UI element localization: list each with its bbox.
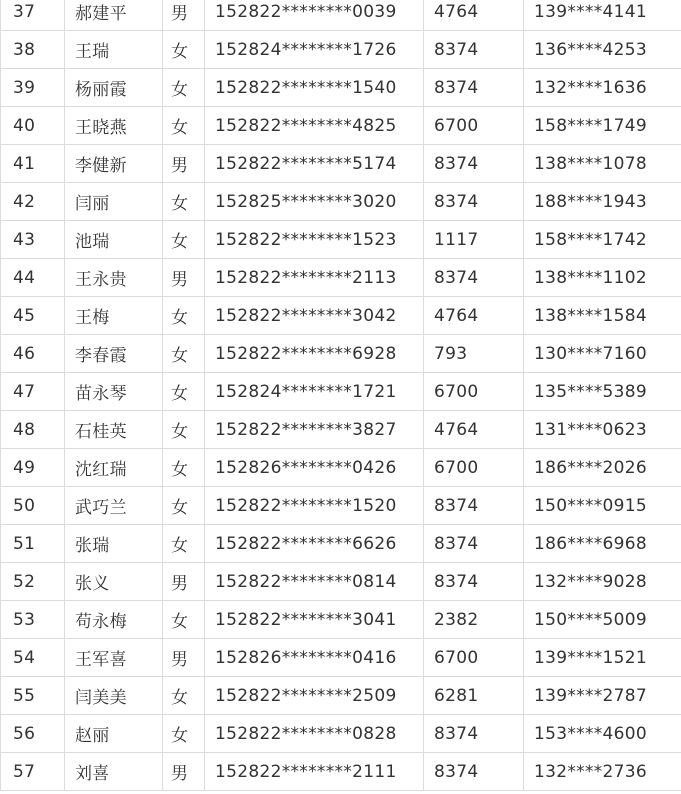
table-row <box>1 411 681 449</box>
row-number-cell: 40 <box>1 107 65 145</box>
amount-cell: 8374 <box>424 563 524 601</box>
id-number-cell: 152822********5174 <box>205 145 424 183</box>
row-number-cell: 56 <box>1 715 65 753</box>
gender-cell: 女 <box>163 69 205 107</box>
amount-cell: 6281 <box>424 677 524 715</box>
table-row <box>1 0 681 31</box>
table-row <box>1 639 681 677</box>
table-row <box>1 259 681 297</box>
gender-cell: 女 <box>163 715 205 753</box>
table-row <box>1 297 681 335</box>
phone-cell: 131****0623 <box>524 411 681 449</box>
row-number-cell: 46 <box>1 335 65 373</box>
table-row <box>1 601 681 639</box>
table-row <box>1 31 681 69</box>
row-number-cell: 42 <box>1 183 65 221</box>
row-number-cell: 52 <box>1 563 65 601</box>
phone-cell: 150****0915 <box>524 487 681 525</box>
table-row <box>1 335 681 373</box>
name-cell: 石桂英 <box>65 411 163 449</box>
name-cell: 李春霞 <box>65 335 163 373</box>
name-cell: 武巧兰 <box>65 487 163 525</box>
id-number-cell: 152826********0426 <box>205 449 424 487</box>
amount-cell: 1117 <box>424 221 524 259</box>
amount-cell: 8374 <box>424 69 524 107</box>
table-row <box>1 753 681 791</box>
table-row <box>1 677 681 715</box>
table-row <box>1 373 681 411</box>
gender-cell: 男 <box>163 259 205 297</box>
amount-cell: 6700 <box>424 107 524 145</box>
amount-cell: 6700 <box>424 449 524 487</box>
table-row <box>1 563 681 601</box>
table-row <box>1 525 681 563</box>
row-number-cell: 45 <box>1 297 65 335</box>
name-cell: 苟永梅 <box>65 601 163 639</box>
phone-cell: 139****2787 <box>524 677 681 715</box>
phone-cell: 153****4600 <box>524 715 681 753</box>
id-number-cell: 152822********2111 <box>205 753 424 791</box>
gender-cell: 女 <box>163 297 205 335</box>
id-number-cell: 152826********0416 <box>205 639 424 677</box>
name-cell: 王梅 <box>65 297 163 335</box>
id-number-cell: 152822********1520 <box>205 487 424 525</box>
id-number-cell: 152822********1540 <box>205 69 424 107</box>
amount-cell: 4764 <box>424 0 524 31</box>
table-row <box>1 183 681 221</box>
name-cell: 赵丽 <box>65 715 163 753</box>
amount-cell: 8374 <box>424 31 524 69</box>
amount-cell: 8374 <box>424 259 524 297</box>
id-number-cell: 152822********0814 <box>205 563 424 601</box>
row-number-cell: 57 <box>1 753 65 791</box>
row-number-cell: 37 <box>1 0 65 31</box>
phone-cell: 139****4141 <box>524 0 681 31</box>
id-number-cell: 152824********1726 <box>205 31 424 69</box>
table-row <box>1 107 681 145</box>
gender-cell: 女 <box>163 449 205 487</box>
table-row <box>1 449 681 487</box>
name-cell: 刘喜 <box>65 753 163 791</box>
row-number-cell: 44 <box>1 259 65 297</box>
amount-cell: 8374 <box>424 487 524 525</box>
id-number-cell: 152822********2113 <box>205 259 424 297</box>
amount-cell: 793 <box>424 335 524 373</box>
name-cell: 苗永琴 <box>65 373 163 411</box>
id-number-cell: 152822********0039 <box>205 0 424 31</box>
name-cell: 王晓燕 <box>65 107 163 145</box>
table-row <box>1 69 681 107</box>
amount-cell: 8374 <box>424 183 524 221</box>
roster-table-body <box>1 0 681 791</box>
name-cell: 池瑞 <box>65 221 163 259</box>
amount-cell: 4764 <box>424 297 524 335</box>
amount-cell: 6700 <box>424 639 524 677</box>
gender-cell: 女 <box>163 31 205 69</box>
name-cell: 李健新 <box>65 145 163 183</box>
name-cell: 王军喜 <box>65 639 163 677</box>
name-cell: 沈红瑞 <box>65 449 163 487</box>
phone-cell: 136****4253 <box>524 31 681 69</box>
gender-cell: 女 <box>163 335 205 373</box>
gender-cell: 男 <box>163 639 205 677</box>
phone-cell: 186****2026 <box>524 449 681 487</box>
phone-cell: 138****1102 <box>524 259 681 297</box>
row-number-cell: 50 <box>1 487 65 525</box>
id-number-cell: 152822********2509 <box>205 677 424 715</box>
name-cell: 王瑞 <box>65 31 163 69</box>
amount-cell: 2382 <box>424 601 524 639</box>
table-row <box>1 715 681 753</box>
name-cell: 杨丽霞 <box>65 69 163 107</box>
name-cell: 张义 <box>65 563 163 601</box>
row-number-cell: 51 <box>1 525 65 563</box>
name-cell: 郝建平 <box>65 0 163 31</box>
gender-cell: 男 <box>163 753 205 791</box>
id-number-cell: 152825********3020 <box>205 183 424 221</box>
row-number-cell: 38 <box>1 31 65 69</box>
amount-cell: 8374 <box>424 715 524 753</box>
id-number-cell: 152822********1523 <box>205 221 424 259</box>
gender-cell: 女 <box>163 221 205 259</box>
gender-cell: 女 <box>163 601 205 639</box>
row-number-cell: 41 <box>1 145 65 183</box>
gender-cell: 女 <box>163 677 205 715</box>
phone-cell: 132****2736 <box>524 753 681 791</box>
gender-cell: 男 <box>163 0 205 31</box>
id-number-cell: 152822********3042 <box>205 297 424 335</box>
row-number-cell: 49 <box>1 449 65 487</box>
table-row <box>1 145 681 183</box>
amount-cell: 4764 <box>424 411 524 449</box>
row-number-cell: 54 <box>1 639 65 677</box>
phone-cell: 138****1078 <box>524 145 681 183</box>
phone-cell: 139****1521 <box>524 639 681 677</box>
id-number-cell: 152822********6928 <box>205 335 424 373</box>
gender-cell: 女 <box>163 525 205 563</box>
amount-cell: 8374 <box>424 145 524 183</box>
id-number-cell: 152822********0828 <box>205 715 424 753</box>
id-number-cell: 152822********4825 <box>205 107 424 145</box>
name-cell: 王永贵 <box>65 259 163 297</box>
phone-cell: 135****5389 <box>524 373 681 411</box>
row-number-cell: 53 <box>1 601 65 639</box>
row-number-cell: 43 <box>1 221 65 259</box>
amount-cell: 8374 <box>424 525 524 563</box>
phone-cell: 150****5009 <box>524 601 681 639</box>
gender-cell: 男 <box>163 145 205 183</box>
gender-cell: 女 <box>163 183 205 221</box>
phone-cell: 138****1584 <box>524 297 681 335</box>
table-row <box>1 487 681 525</box>
row-number-cell: 39 <box>1 69 65 107</box>
name-cell: 闫美美 <box>65 677 163 715</box>
phone-cell: 158****1742 <box>524 221 681 259</box>
row-number-cell: 47 <box>1 373 65 411</box>
gender-cell: 女 <box>163 411 205 449</box>
table-row <box>1 221 681 259</box>
gender-cell: 女 <box>163 487 205 525</box>
row-number-cell: 48 <box>1 411 65 449</box>
id-number-cell: 152822********6626 <box>205 525 424 563</box>
id-number-cell: 152822********3827 <box>205 411 424 449</box>
id-number-cell: 152822********3041 <box>205 601 424 639</box>
phone-cell: 132****9028 <box>524 563 681 601</box>
amount-cell: 6700 <box>424 373 524 411</box>
phone-cell: 130****7160 <box>524 335 681 373</box>
row-number-cell: 55 <box>1 677 65 715</box>
phone-cell: 132****1636 <box>524 69 681 107</box>
gender-cell: 女 <box>163 107 205 145</box>
gender-cell: 男 <box>163 563 205 601</box>
phone-cell: 186****6968 <box>524 525 681 563</box>
name-cell: 张瑞 <box>65 525 163 563</box>
amount-cell: 8374 <box>424 753 524 791</box>
id-number-cell: 152824********1721 <box>205 373 424 411</box>
gender-cell: 女 <box>163 373 205 411</box>
phone-cell: 158****1749 <box>524 107 681 145</box>
name-cell: 闫丽 <box>65 183 163 221</box>
phone-cell: 188****1943 <box>524 183 681 221</box>
